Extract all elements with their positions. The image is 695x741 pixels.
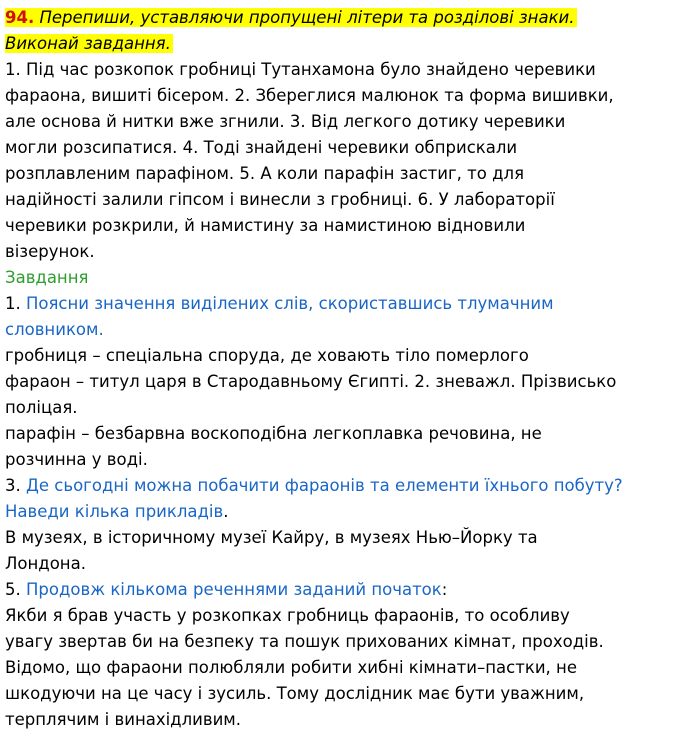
exercise-number: 94. — [5, 8, 35, 27]
exercise-page — [5, 5, 693, 733]
text-line: могли розсипатися. 4. Тоді знайдені черевики обприскали — [5, 138, 518, 157]
exercise-instruction-continued: Виконай завдання. — [5, 34, 171, 53]
task1-answer-line: парафін – безбарвна воскоподібна легкоплавка речовина, не — [5, 424, 542, 443]
task3-question: Де сьогодні можна побачити фараонів та елементи їхнього побуту? — [26, 476, 623, 495]
exercise-header-highlight — [5, 8, 577, 27]
text-line: 1. Під час розкопок гробниці Тутанхамона було знайдено черевики — [5, 60, 596, 79]
task3-number: 3. — [5, 476, 26, 495]
task5-answer-line: увагу звертав би на безпеку та пошук прихованих кімнат, проходів. — [5, 632, 604, 651]
text-line: черевики розкрили, й намистину за намистиною відновили — [5, 216, 526, 235]
task3-question-continued: Наведи кілька прикладів — [5, 502, 224, 521]
task5-number: 5. — [5, 580, 26, 599]
task5-question-colon: : — [441, 580, 448, 599]
text-line: але основа й нитки вже згнили. 3. Від легкого дотику черевики — [5, 112, 566, 131]
task5-answer-line: шкодуючи на це часу і зусиль. Тому дослідник має бути уважним, — [5, 684, 585, 703]
task1-question-line2: словником. — [5, 320, 104, 339]
task1-answer-line: фараон – титул царя в Стародавньому Єгипті. 2. зневажл. Прізвисько — [5, 372, 617, 391]
task1-answer-line: поліцая. — [5, 398, 78, 417]
task1-number: 1. — [5, 294, 26, 313]
task1-question: Поясни значення виділених слів, скориставшись тлумачним — [26, 294, 554, 313]
task5-answer-line: Якби я брав участь у розкопках гробниць фараонів, то особливу — [5, 606, 570, 625]
task5-question-line — [5, 577, 693, 603]
text-line: надійності залили гіпсом і винесли з гробниці. 6. У лабораторії — [5, 190, 555, 209]
task1-answer-line: розчинна у воді. — [5, 450, 148, 469]
task3-question-line2 — [5, 499, 693, 525]
text-line: розплавленим парафіном. 5. А коли парафін застиг, то для — [5, 164, 524, 183]
task1-question-line1 — [5, 291, 693, 317]
task3-question-line1 — [5, 473, 693, 499]
task3-question-period: . — [223, 502, 229, 521]
tasks-heading: Завдання — [5, 268, 89, 287]
exercise-header-line1 — [5, 5, 693, 31]
task5-answer-line: Відомо, що фараони полюбляли робити хибні кімнати–пастки, не — [5, 658, 577, 677]
task5-answer-line: терплячим і винахідливим. — [5, 710, 242, 729]
task5-question: Продовж кількома реченнями заданий початок — [26, 580, 442, 599]
text-line: фараона, вишиті бісером. 2. Збереглися малюнок та форма вишивки, — [5, 86, 614, 105]
task3-answer-line: Лондона. — [5, 554, 86, 573]
exercise-instruction: Перепиши, уставляючи пропущені літери та розділові знаки. — [39, 8, 575, 27]
text-line: візерунок. — [5, 242, 95, 261]
task3-answer-line: В музеях, в історичному музеї Кайру, в музеях Нью–Йорку та — [5, 528, 538, 547]
exercise-header-line2 — [5, 31, 693, 57]
task1-answer-line: гробниця – спеціальна споруда, де ховають тіло померлого — [5, 346, 529, 365]
